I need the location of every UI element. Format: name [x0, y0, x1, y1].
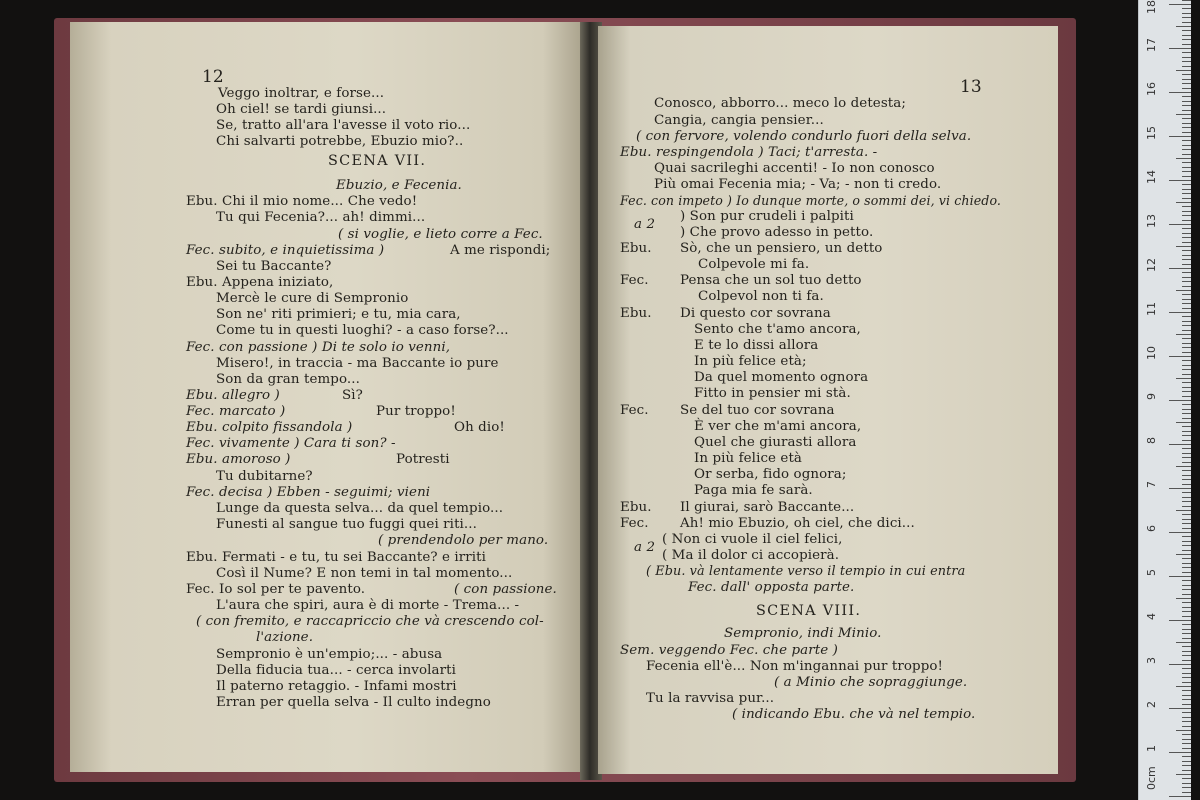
ruler-tick	[1182, 761, 1191, 762]
ruler-tick	[1176, 158, 1191, 159]
ruler-tick	[1182, 721, 1191, 722]
ruler-tick	[1182, 35, 1191, 36]
ruler-tick	[1182, 30, 1191, 31]
ruler-tick	[1182, 127, 1191, 128]
ruler-tick	[1182, 233, 1191, 234]
ruler-tick	[1182, 8, 1191, 9]
ruler-tick	[1182, 475, 1191, 476]
page-number: 13	[960, 77, 982, 97]
ruler-tick	[1182, 682, 1191, 683]
ruler-tick	[1182, 167, 1191, 168]
ruler-tick	[1182, 629, 1191, 630]
ruler-tick	[1182, 501, 1191, 502]
text-line: Or serba, fido ognora;	[694, 467, 847, 482]
ruler-number: 3	[1145, 657, 1158, 664]
ruler-tick	[1182, 567, 1191, 568]
ruler-tick	[1182, 347, 1191, 348]
ruler-tick	[1182, 536, 1191, 537]
text-line: Così il Nume? E non temi in tal momento...	[216, 566, 513, 581]
text-line: Cangia, cangia pensier...	[654, 113, 824, 128]
ruler-number: 14	[1145, 170, 1158, 184]
ruler-tick	[1182, 404, 1191, 405]
ruler-tick	[1182, 286, 1191, 287]
ruler-number: 16	[1145, 82, 1158, 96]
text-line: Se, tratto all'ara l'avesse il voto rio...	[216, 118, 471, 133]
text-line: E te lo dissi allora	[694, 338, 819, 353]
speaker-label: Ebu.	[620, 500, 652, 515]
text-line: Sempronio è un'empio;... - abusa	[216, 647, 443, 662]
ruler-tick	[1182, 783, 1191, 784]
ruler-tick	[1182, 704, 1191, 705]
text-line: Fec. subito, e inquietissima )	[186, 243, 385, 258]
ruler-tick	[1176, 642, 1191, 643]
ruler-tick	[1182, 616, 1191, 617]
ruler-tick	[1182, 308, 1191, 309]
text-line: È ver che m'ami ancora,	[694, 419, 862, 434]
ruler-tick	[1182, 294, 1191, 295]
ruler-tick	[1182, 105, 1191, 106]
ruler-tick	[1182, 492, 1191, 493]
ruler-tick	[1182, 413, 1191, 414]
ruler-tick	[1182, 651, 1191, 652]
ruler-tick	[1182, 431, 1191, 432]
ruler-tick	[1182, 123, 1191, 124]
ruler-tick	[1182, 88, 1191, 89]
ruler-tick	[1182, 145, 1191, 146]
speaker-label: a 2	[634, 217, 656, 232]
ruler-number: 5	[1145, 569, 1158, 576]
ruler-tick	[1182, 470, 1191, 471]
ruler-number: 18	[1145, 0, 1158, 14]
ruler-tick	[1182, 220, 1191, 221]
text-line: Fec. con passione ) Di te solo io venni,	[186, 340, 451, 355]
text-line: Pur troppo!	[376, 404, 456, 419]
text-line: ( Non ci vuole il ciel felici,	[662, 532, 843, 547]
text-line: Sò, che un pensiero, un detto	[680, 241, 883, 256]
left-page	[70, 22, 584, 772]
ruler-tick	[1169, 796, 1191, 797]
text-line: Colpevol non ti fa.	[698, 289, 824, 304]
ruler-tick	[1182, 633, 1191, 634]
ruler-tick	[1182, 259, 1191, 260]
ruler-tick	[1176, 422, 1191, 423]
ruler-number: 4	[1145, 613, 1158, 620]
ruler-tick	[1182, 237, 1191, 238]
text-line: Sem. veggendo Fec. che parte )	[620, 643, 838, 658]
ruler-tick	[1182, 387, 1191, 388]
ruler-tick	[1182, 74, 1191, 75]
ruler-number: 7	[1145, 481, 1158, 488]
speaker-label: Fec.	[620, 516, 649, 531]
ruler-tick	[1182, 215, 1191, 216]
ruler-tick	[1169, 576, 1191, 577]
right-page	[598, 26, 1058, 774]
ruler-tick	[1169, 620, 1191, 621]
ruler-number: 11	[1145, 302, 1158, 316]
ruler-tick	[1182, 585, 1191, 586]
ruler-number: 6	[1145, 525, 1158, 532]
ruler-tick	[1182, 792, 1191, 793]
stage-direction: ( si voglie, e lieto corre a Fec.	[338, 227, 543, 242]
ruler-tick	[1169, 400, 1191, 401]
text-line: Conosco, abborro... meco lo detesta;	[654, 96, 906, 111]
ruler-tick	[1182, 162, 1191, 163]
ruler-tick	[1182, 352, 1191, 353]
ruler-tick	[1182, 624, 1191, 625]
ruler-number: 17	[1145, 38, 1158, 52]
ruler-tick	[1176, 730, 1191, 731]
text-line: Lunge da questa selva... da quel tempio...	[216, 501, 504, 516]
text-line: Oh dio!	[454, 420, 505, 435]
text-line: Quai sacrileghi accenti! - Io non conosco	[654, 161, 935, 176]
ruler-tick	[1182, 748, 1191, 749]
ruler-tick	[1182, 550, 1191, 551]
ruler-tick	[1182, 479, 1191, 480]
ruler-tick	[1182, 497, 1191, 498]
speaker-label: Ebu.	[620, 241, 652, 256]
text-line: Veggo inoltrar, e forse...	[218, 86, 385, 101]
text-line: Erran per quella selva - Il culto indegno	[216, 695, 491, 710]
ruler-tick	[1182, 255, 1191, 256]
ruler-tick	[1182, 198, 1191, 199]
ruler-tick	[1182, 382, 1191, 383]
ruler-tick	[1182, 426, 1191, 427]
text-line: ) Son pur crudeli i palpiti	[680, 209, 854, 224]
ruler-tick	[1182, 770, 1191, 771]
ruler-tick	[1182, 110, 1191, 111]
ruler-tick	[1182, 690, 1191, 691]
ruler-tick	[1176, 114, 1191, 115]
stage-direction: ( con passione.	[454, 582, 557, 597]
ruler-tick	[1182, 440, 1191, 441]
stage-direction: Ebuzio, e Fecenia.	[336, 178, 462, 193]
ruler-tick	[1176, 510, 1191, 511]
text-line: Fec. decisa ) Ebben - seguimi; vieni	[186, 485, 431, 500]
ruler-tick	[1182, 140, 1191, 141]
ruler-tick	[1182, 118, 1191, 119]
speaker-label: Fec.	[620, 403, 649, 418]
ruler-tick	[1182, 699, 1191, 700]
scene-heading: SCENA VIII.	[756, 603, 862, 619]
text-line: Pensa che un sol tuo detto	[680, 273, 862, 288]
text-line: Fecenia ell'è... Non m'ingannai pur troppo!	[646, 659, 944, 674]
ruler-tick	[1182, 83, 1191, 84]
text-line: Ebu. colpito fissandola )	[186, 420, 353, 435]
ruler-tick	[1182, 189, 1191, 190]
ruler-tick	[1182, 0, 1191, 1]
stage-direction: ( a Minio che sopraggiunge.	[774, 675, 968, 690]
speaker-label: Ebu.	[620, 306, 652, 321]
ruler-tick	[1182, 338, 1191, 339]
ruler-tick	[1169, 180, 1191, 181]
ruler-number: 2	[1145, 701, 1158, 708]
ruler-tick	[1169, 268, 1191, 269]
text-line: Tu dubitarne?	[216, 469, 313, 484]
stage-direction: ( Ebu. và lentamente verso il tempio in cui entra	[646, 564, 966, 579]
text-line: Funesti al sangue tuo fuggi quei riti...	[216, 517, 477, 532]
ruler-tick	[1182, 787, 1191, 788]
ruler-tick	[1182, 607, 1191, 608]
ruler-tick	[1176, 334, 1191, 335]
ruler-tick	[1182, 13, 1191, 14]
text-line: Sento che t'amo ancora,	[694, 322, 861, 337]
text-line: Ebu. Fermati - e tu, tu sei Baccante? e irriti	[186, 550, 487, 565]
text-line: L'aura che spiri, aura è di morte - Trema... -	[216, 598, 520, 613]
ruler-tick	[1182, 149, 1191, 150]
ruler-tick	[1182, 316, 1191, 317]
ruler-tick	[1182, 435, 1191, 436]
scene-heading: SCENA VII.	[328, 153, 427, 169]
ruler-tick	[1182, 343, 1191, 344]
text-line: Fec. con impeto ) Io dunque morte, o sommi dei, vi chiedo.	[620, 193, 1002, 208]
ruler-tick	[1176, 26, 1191, 27]
ruler-tick	[1182, 264, 1191, 265]
ruler-tick	[1176, 598, 1191, 599]
ruler-tick	[1182, 365, 1191, 366]
stage-direction: ( indicando Ebu. che và nel tempio.	[732, 707, 976, 722]
ruler-number: 13	[1145, 214, 1158, 228]
text-line: Ebu. Appena iniziato,	[186, 275, 334, 290]
ruler-tick	[1182, 778, 1191, 779]
ruler-tick	[1182, 206, 1191, 207]
text-line: A me rispondi;	[450, 243, 551, 258]
ruler-tick	[1176, 202, 1191, 203]
text-line: Misero!, in traccia - ma Baccante io pure	[216, 356, 499, 371]
ruler-number: 12	[1145, 258, 1158, 272]
text-line: Più omai Fecenia mia; - Va; - non ti credo.	[654, 177, 942, 192]
ruler-tick	[1182, 448, 1191, 449]
ruler-tick	[1176, 290, 1191, 291]
text-line: Fitto in pensier mi stà.	[694, 386, 851, 401]
ruler-tick	[1169, 92, 1191, 93]
ruler-tick	[1176, 70, 1191, 71]
ruler-tick	[1182, 409, 1191, 410]
ruler-tick	[1182, 171, 1191, 172]
stage-direction: ( con fervore, volendo condurlo fuori della selva.	[636, 129, 972, 144]
ruler-tick	[1182, 519, 1191, 520]
ruler-tick	[1182, 580, 1191, 581]
ruler-tick	[1176, 554, 1191, 555]
ruler-tick	[1182, 695, 1191, 696]
stage-direction: l'azione.	[256, 630, 314, 645]
text-line: Sei tu Baccante?	[216, 259, 332, 274]
ruler-tick	[1182, 726, 1191, 727]
ruler-tick	[1169, 356, 1191, 357]
ruler-tick	[1182, 44, 1191, 45]
ruler-tick	[1182, 193, 1191, 194]
ruler-tick	[1182, 154, 1191, 155]
stage-direction: ( prendendolo per mano.	[378, 533, 549, 548]
ruler-tick	[1182, 17, 1191, 18]
ruler-tick	[1182, 743, 1191, 744]
text-line: Chi salvarti potrebbe, Ebuzio mio?..	[216, 134, 464, 149]
ruler-tick	[1182, 330, 1191, 331]
ruler-tick	[1182, 558, 1191, 559]
ruler-tick	[1182, 418, 1191, 419]
ruler-tick	[1182, 22, 1191, 23]
ruler-tick	[1182, 453, 1191, 454]
ruler-tick	[1182, 57, 1191, 58]
text-line: Fec. vivamente ) Cara ti son? -	[186, 436, 396, 451]
ruler-tick	[1182, 374, 1191, 375]
ruler-tick	[1182, 281, 1191, 282]
ruler-tick	[1182, 299, 1191, 300]
ruler-tick	[1182, 325, 1191, 326]
text-line: Paga mia fe sarà.	[694, 483, 813, 498]
ruler-tick	[1182, 66, 1191, 67]
ruler-tick	[1182, 250, 1191, 251]
ruler-tick	[1182, 602, 1191, 603]
ruler-tick	[1169, 708, 1191, 709]
text-line: ) Che provo adesso in petto.	[680, 225, 874, 240]
ruler-tick	[1182, 457, 1191, 458]
ruler-tick	[1176, 686, 1191, 687]
ruler-tick	[1182, 541, 1191, 542]
ruler-tick	[1182, 176, 1191, 177]
ruler-unit-label: 0cm	[1145, 766, 1158, 790]
speaker-label: Fec.	[620, 273, 649, 288]
ruler-tick	[1182, 396, 1191, 397]
ruler-tick	[1182, 132, 1191, 133]
ruler-tick	[1182, 484, 1191, 485]
ruler-tick	[1182, 712, 1191, 713]
ruler-tick	[1182, 79, 1191, 80]
ruler-tick	[1182, 638, 1191, 639]
ruler-tick	[1182, 228, 1191, 229]
ruler-tick	[1176, 246, 1191, 247]
ruler-tick	[1182, 765, 1191, 766]
stage-direction: Sempronio, indi Minio.	[724, 626, 882, 641]
ruler-tick	[1182, 514, 1191, 515]
ruler-tick	[1182, 545, 1191, 546]
speaker-label: a 2	[634, 540, 656, 555]
ruler-tick	[1182, 211, 1191, 212]
ruler-tick	[1182, 660, 1191, 661]
ruler-tick	[1169, 752, 1191, 753]
ruler-tick	[1182, 272, 1191, 273]
text-line: In più felice età;	[694, 354, 807, 369]
ruler-tick	[1169, 444, 1191, 445]
ruler-tick	[1182, 184, 1191, 185]
ruler-number: 15	[1145, 126, 1158, 140]
ruler-tick	[1182, 242, 1191, 243]
text-line: Come tu in questi luoghi? - a caso forse?...	[216, 323, 509, 338]
ruler-tick	[1182, 668, 1191, 669]
ruler-tick	[1182, 39, 1191, 40]
text-line: Ebu. allegro )	[186, 388, 280, 403]
text-line: Il paterno retaggio. - Infami mostri	[216, 679, 457, 694]
ruler-tick	[1169, 48, 1191, 49]
ruler-tick	[1182, 277, 1191, 278]
page-number: 12	[202, 67, 224, 87]
ruler-tick	[1182, 572, 1191, 573]
ruler-tick	[1182, 756, 1191, 757]
ruler-tick	[1176, 774, 1191, 775]
text-line: Tu qui Fecenia?... ah! dimmi...	[216, 210, 426, 225]
text-line: In più felice età	[694, 451, 803, 466]
text-line: Colpevole mi fa.	[698, 257, 810, 272]
ruler-tick	[1169, 488, 1191, 489]
ruler-tick	[1182, 360, 1191, 361]
ruler-tick	[1169, 532, 1191, 533]
ruler-tick	[1182, 655, 1191, 656]
ruler-tick	[1182, 677, 1191, 678]
ruler-tick	[1182, 96, 1191, 97]
ruler-tick	[1169, 224, 1191, 225]
stage-direction: Fec. dall' opposta parte.	[688, 580, 855, 595]
ruler-tick	[1182, 61, 1191, 62]
ruler-tick	[1182, 523, 1191, 524]
ruler-number: 1	[1145, 745, 1158, 752]
measuring-ruler	[1138, 0, 1191, 800]
ruler-number: 9	[1145, 393, 1158, 400]
text-line: Il giurai, sarò Baccante...	[680, 500, 855, 515]
ruler-tick	[1182, 594, 1191, 595]
text-line: Tu la ravvisa pur...	[646, 691, 775, 706]
text-line: Di questo cor sovrana	[680, 306, 831, 321]
text-line: Son da gran tempo...	[216, 372, 360, 387]
ruler-tick	[1182, 673, 1191, 674]
text-line: ( Ma il dolor ci accopierà.	[662, 548, 840, 563]
text-line: Della fiducia tua... - cerca involarti	[216, 663, 456, 678]
text-line: Oh ciel! se tardi giunsi...	[216, 102, 387, 117]
ruler-tick	[1176, 378, 1191, 379]
ruler-tick	[1182, 717, 1191, 718]
stage-direction: ( con fremito, e raccapriccio che và crescendo col-	[196, 614, 544, 629]
ruler-tick	[1169, 664, 1191, 665]
ruler-tick	[1182, 303, 1191, 304]
ruler-tick	[1169, 312, 1191, 313]
text-line: Ebu. Chi il mio nome... Che vedo!	[186, 194, 418, 209]
ruler-tick	[1182, 611, 1191, 612]
ruler-tick	[1182, 528, 1191, 529]
ruler-tick	[1182, 52, 1191, 53]
text-line: Ebu. amoroso )	[186, 452, 291, 467]
ruler-number: 8	[1145, 437, 1158, 444]
ruler-tick	[1182, 739, 1191, 740]
ruler-tick	[1182, 369, 1191, 370]
ruler-tick	[1182, 462, 1191, 463]
ruler-tick	[1182, 321, 1191, 322]
ruler-tick	[1182, 563, 1191, 564]
ruler-tick	[1182, 734, 1191, 735]
text-line: Ah! mio Ebuzio, oh ciel, che dici...	[680, 516, 915, 531]
text-line: Se del tuo cor sovrana	[680, 403, 835, 418]
text-line: Potresti	[396, 452, 450, 467]
ruler-tick	[1182, 506, 1191, 507]
ruler-tick	[1182, 391, 1191, 392]
ruler-tick	[1182, 589, 1191, 590]
text-line: Da quel momento ognora	[694, 370, 869, 385]
ruler-tick	[1169, 4, 1191, 5]
text-line: Son ne' riti primieri; e tu, mia cara,	[216, 307, 461, 322]
text-line: Quel che giurasti allora	[694, 435, 857, 450]
text-line: Ebu. respingendola ) Taci; t'arresta. -	[620, 145, 878, 160]
ruler-tick	[1169, 136, 1191, 137]
ruler-tick	[1182, 646, 1191, 647]
ruler-number: 10	[1145, 346, 1158, 360]
text-line: Fec. marcato )	[186, 404, 286, 419]
ruler-tick	[1182, 101, 1191, 102]
text-line: Sì?	[342, 388, 363, 403]
text-line: Fec. Io sol per te pavento.	[186, 582, 366, 597]
text-line: Mercè le cure di Sempronio	[216, 291, 409, 306]
ruler-tick	[1176, 466, 1191, 467]
